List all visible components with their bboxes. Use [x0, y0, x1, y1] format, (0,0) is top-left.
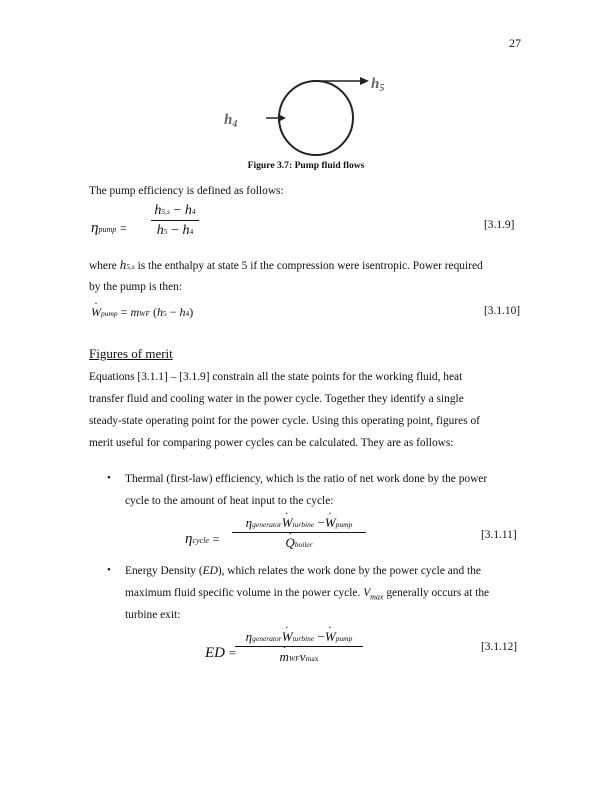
w-dot-pump: · W — [91, 305, 101, 319]
bullet1-line1: Thermal (first-law) efficiency, which is the ratio of net work done by the power — [125, 473, 488, 485]
para1-line4: merit useful for comparing power cycles can be calculated. They are as follows: — [89, 437, 454, 449]
eq3111-fraction — [232, 515, 366, 551]
label-h4: $h_4$ — [224, 112, 238, 130]
para1-line3: steady-state operating point for the power cycle. Using this operating point, figures of — [89, 415, 480, 427]
figure-caption: Figure 3.7: Pump fluid flows — [247, 160, 365, 171]
inlet-arrowhead — [278, 114, 286, 122]
page-number: 27 — [509, 36, 521, 50]
bullet1-line2: cycle to the amount of heat input to the cycle: — [125, 495, 334, 507]
eq3112-lhs: ED = — [205, 645, 237, 661]
eq319-number: [3.1.9] — [484, 219, 515, 231]
eq3111-lhs: ηcycle = — [185, 531, 220, 547]
pump-circle — [279, 81, 353, 155]
eq3112-fraction — [235, 629, 363, 665]
eq3112-denominator: · mWFvmax — [235, 649, 363, 665]
bullet2-line3: turbine exit: — [125, 609, 181, 621]
eq3112-numerator: ηgenerator· Wturbine −· Wpump — [235, 629, 363, 645]
para1-line2: transfer fluid and cooling water in the power cycle. Together they identify a single — [89, 393, 464, 405]
eq319-lhs — [91, 220, 127, 237]
eq3112-number: [3.1.12] — [481, 641, 518, 653]
eq3111-denominator: · Qboiler — [232, 535, 366, 551]
pump-figure — [220, 68, 400, 160]
where-line — [89, 258, 483, 274]
eq3110-expression: · Wpump = mWF (h5 − h4) — [91, 305, 193, 320]
equals-sign: = — [119, 221, 127, 235]
label-h5: $h_5$ — [371, 76, 385, 94]
bullet-1: • — [107, 472, 111, 484]
eq319-denominator: h5 − h4 — [156, 223, 194, 238]
eq3111-number: [3.1.11] — [481, 529, 517, 541]
section-heading: Figures of merit — [89, 346, 173, 361]
sub-pump: pump — [98, 225, 117, 234]
efficiency-intro: The pump efficiency is defined as follows: — [89, 185, 284, 197]
eq319-numerator: h5,s − h4 — [154, 203, 196, 218]
bullet-2: • — [107, 564, 111, 576]
where-word: where — [89, 260, 117, 272]
eta-symbol: η — [91, 220, 99, 236]
bullet2-line2: maximum fluid specific volume in the power cycle. $V_{max}$ generally occurs at the — [125, 587, 490, 602]
where-rest: is the enthalpy at state 5 if the compression were isentropic. Power required — [137, 260, 483, 272]
bullet2-line1: Energy Density (ED), which relates the work done by the power cycle and the — [125, 565, 481, 577]
eq319-fraction — [151, 203, 199, 239]
power-intro: by the pump is then: — [89, 281, 183, 293]
para1-line1: Equations [3.1.1] – [3.1.9] constrain all the state points for the working fluid, heat — [89, 371, 463, 383]
outlet-arrowhead — [360, 77, 369, 85]
h5s-inline: h5,s — [119, 257, 135, 272]
eq3111-numerator: ηgenerator· Wturbine −· Wpump — [232, 515, 366, 531]
eq3110-number: [3.1.10] — [484, 305, 521, 317]
